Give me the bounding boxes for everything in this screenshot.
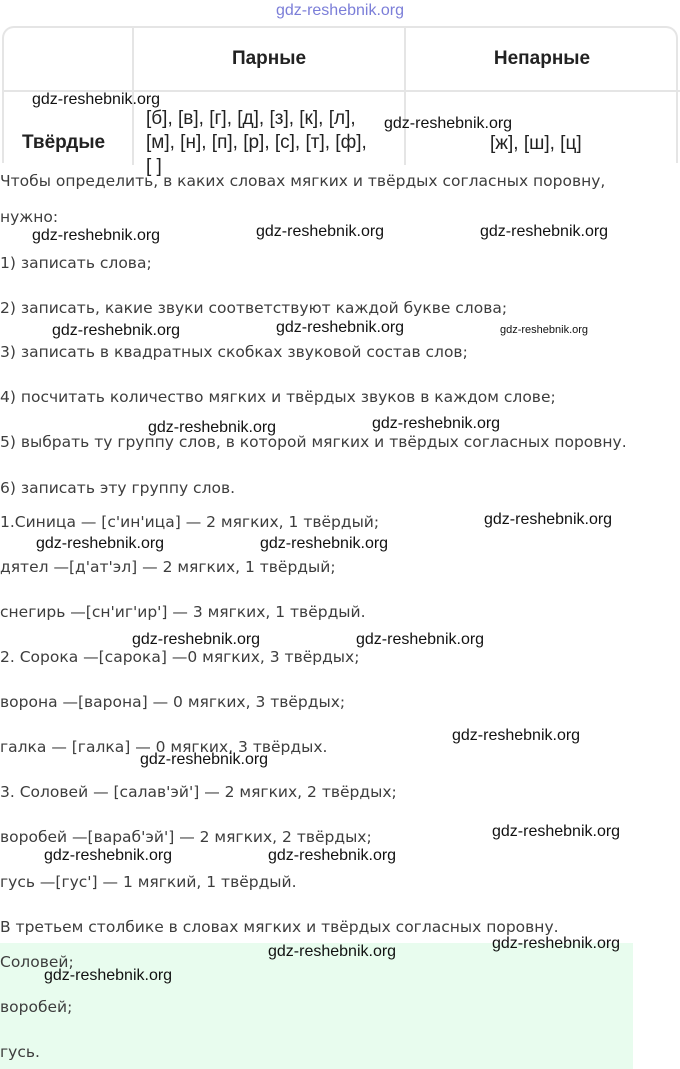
watermark: gdz-reshebnik.org (148, 419, 277, 436)
intro-line-2: нужно: (0, 208, 59, 226)
watermark: gdz-reshebnik.org (260, 535, 389, 552)
watermark: gdz-reshebnik.org (268, 847, 397, 864)
paired-line-3-cut: [ ] (146, 156, 162, 177)
group-1-line-3: снегирь —[сн'иг'ир'] — 3 мягких, 1 твёрдый. (0, 603, 366, 621)
intro-line-1: Чтобы определить, в каких словах мягких и твёрдых согласных поровну, (0, 172, 606, 190)
paired-line-1: [б], [в], [г], [д], [з], [к], [л], (146, 108, 356, 129)
watermark: gdz-reshebnik.org (372, 415, 501, 432)
watermark: gdz-reshebnik.org (52, 322, 181, 339)
watermark: gdz-reshebnik.org (480, 223, 609, 240)
group-1-line-2: дятел —[д'ат'эл] — 2 мягких, 1 твёрдый; (0, 558, 336, 576)
answer-box (0, 943, 633, 1069)
watermark: gdz-reshebnik.org (44, 847, 173, 864)
group-3-line-1: 3. Соловей — [салав'эй'] — 2 мягких, 2 твёрдых; (0, 783, 397, 801)
group-1-line-1: 1.Синица — [с'ин'ица] — 2 мягких, 1 твёрдый; (0, 513, 380, 531)
step-1: 1) записать слова; (0, 254, 152, 272)
group-2-line-3: галка — [галка] — 0 мягких, 3 твёрдых. (0, 738, 328, 756)
group-2-line-2: ворона —[варона] — 0 мягких, 3 твёрдых; (0, 693, 346, 711)
watermark: gdz-reshebnik.org (492, 823, 621, 840)
step-5: 5) выбрать ту группу слов, в которой мягких и твёрдых согласных поровну. (0, 433, 627, 451)
watermark: gdz-reshebnik.org (276, 319, 405, 336)
watermark: gdz-reshebnik.org (32, 91, 161, 108)
watermark: gdz-reshebnik.org (484, 511, 613, 528)
row-label-hard: Твёрдые (22, 132, 106, 153)
group-3-line-2: воробей —[вараб'эй'] — 2 мягких, 2 твёрдых; (0, 828, 372, 846)
watermark: gdz-reshebnik.org (44, 967, 173, 984)
answer-word-1: Соловей; (0, 953, 74, 971)
watermark: gdz-reshebnik.org (36, 535, 165, 552)
header-paired: Парные (231, 48, 307, 69)
step-2: 2) записать, какие звуки соответствуют каждой букве слова; (0, 299, 508, 317)
answer-word-3: гусь. (0, 1043, 40, 1061)
watermark: gdz-reshebnik.org (500, 324, 589, 336)
step-3: 3) записать в квадратных скобках звуковой состав слов; (0, 343, 468, 361)
conclusion: В третьем столбике в словах мягких и твёрдых согласных поровну. (0, 918, 559, 936)
unpaired-cell: [ж], [ш], [ц] (490, 133, 582, 154)
watermark: gdz-reshebnik.org (384, 115, 513, 132)
paired-line-2: [м], [н], [п], [р], [с], [т], [ф], (146, 132, 367, 153)
group-2-line-1: 2. Сорока —[сарока] —0 мягких, 3 твёрдых; (0, 648, 360, 666)
answer-word-2: воробей; (0, 998, 73, 1016)
watermark: gdz-reshebnik.org (32, 227, 161, 244)
watermark: gdz-reshebnik.org (356, 631, 485, 648)
step-4: 4) посчитать количество мягких и твёрдых звуков в каждом слове; (0, 388, 556, 406)
watermark: gdz-reshebnik.org (132, 631, 261, 648)
watermark: gdz-reshebnik.org (256, 223, 385, 240)
watermark: gdz-reshebnik.org (492, 935, 621, 952)
step-6: 6) записать эту группу слов. (0, 479, 236, 497)
group-3-line-3: гусь —[гус'] — 1 мягкий, 1 твёрдый. (0, 873, 297, 891)
header-unpaired: Непарные (493, 48, 591, 69)
watermark: gdz-reshebnik.org (268, 943, 397, 960)
watermark: gdz-reshebnik.org (452, 727, 581, 744)
watermark: gdz-reshebnik.org (140, 751, 269, 768)
top-watermark: gdz-reshebnik.org (275, 2, 405, 19)
